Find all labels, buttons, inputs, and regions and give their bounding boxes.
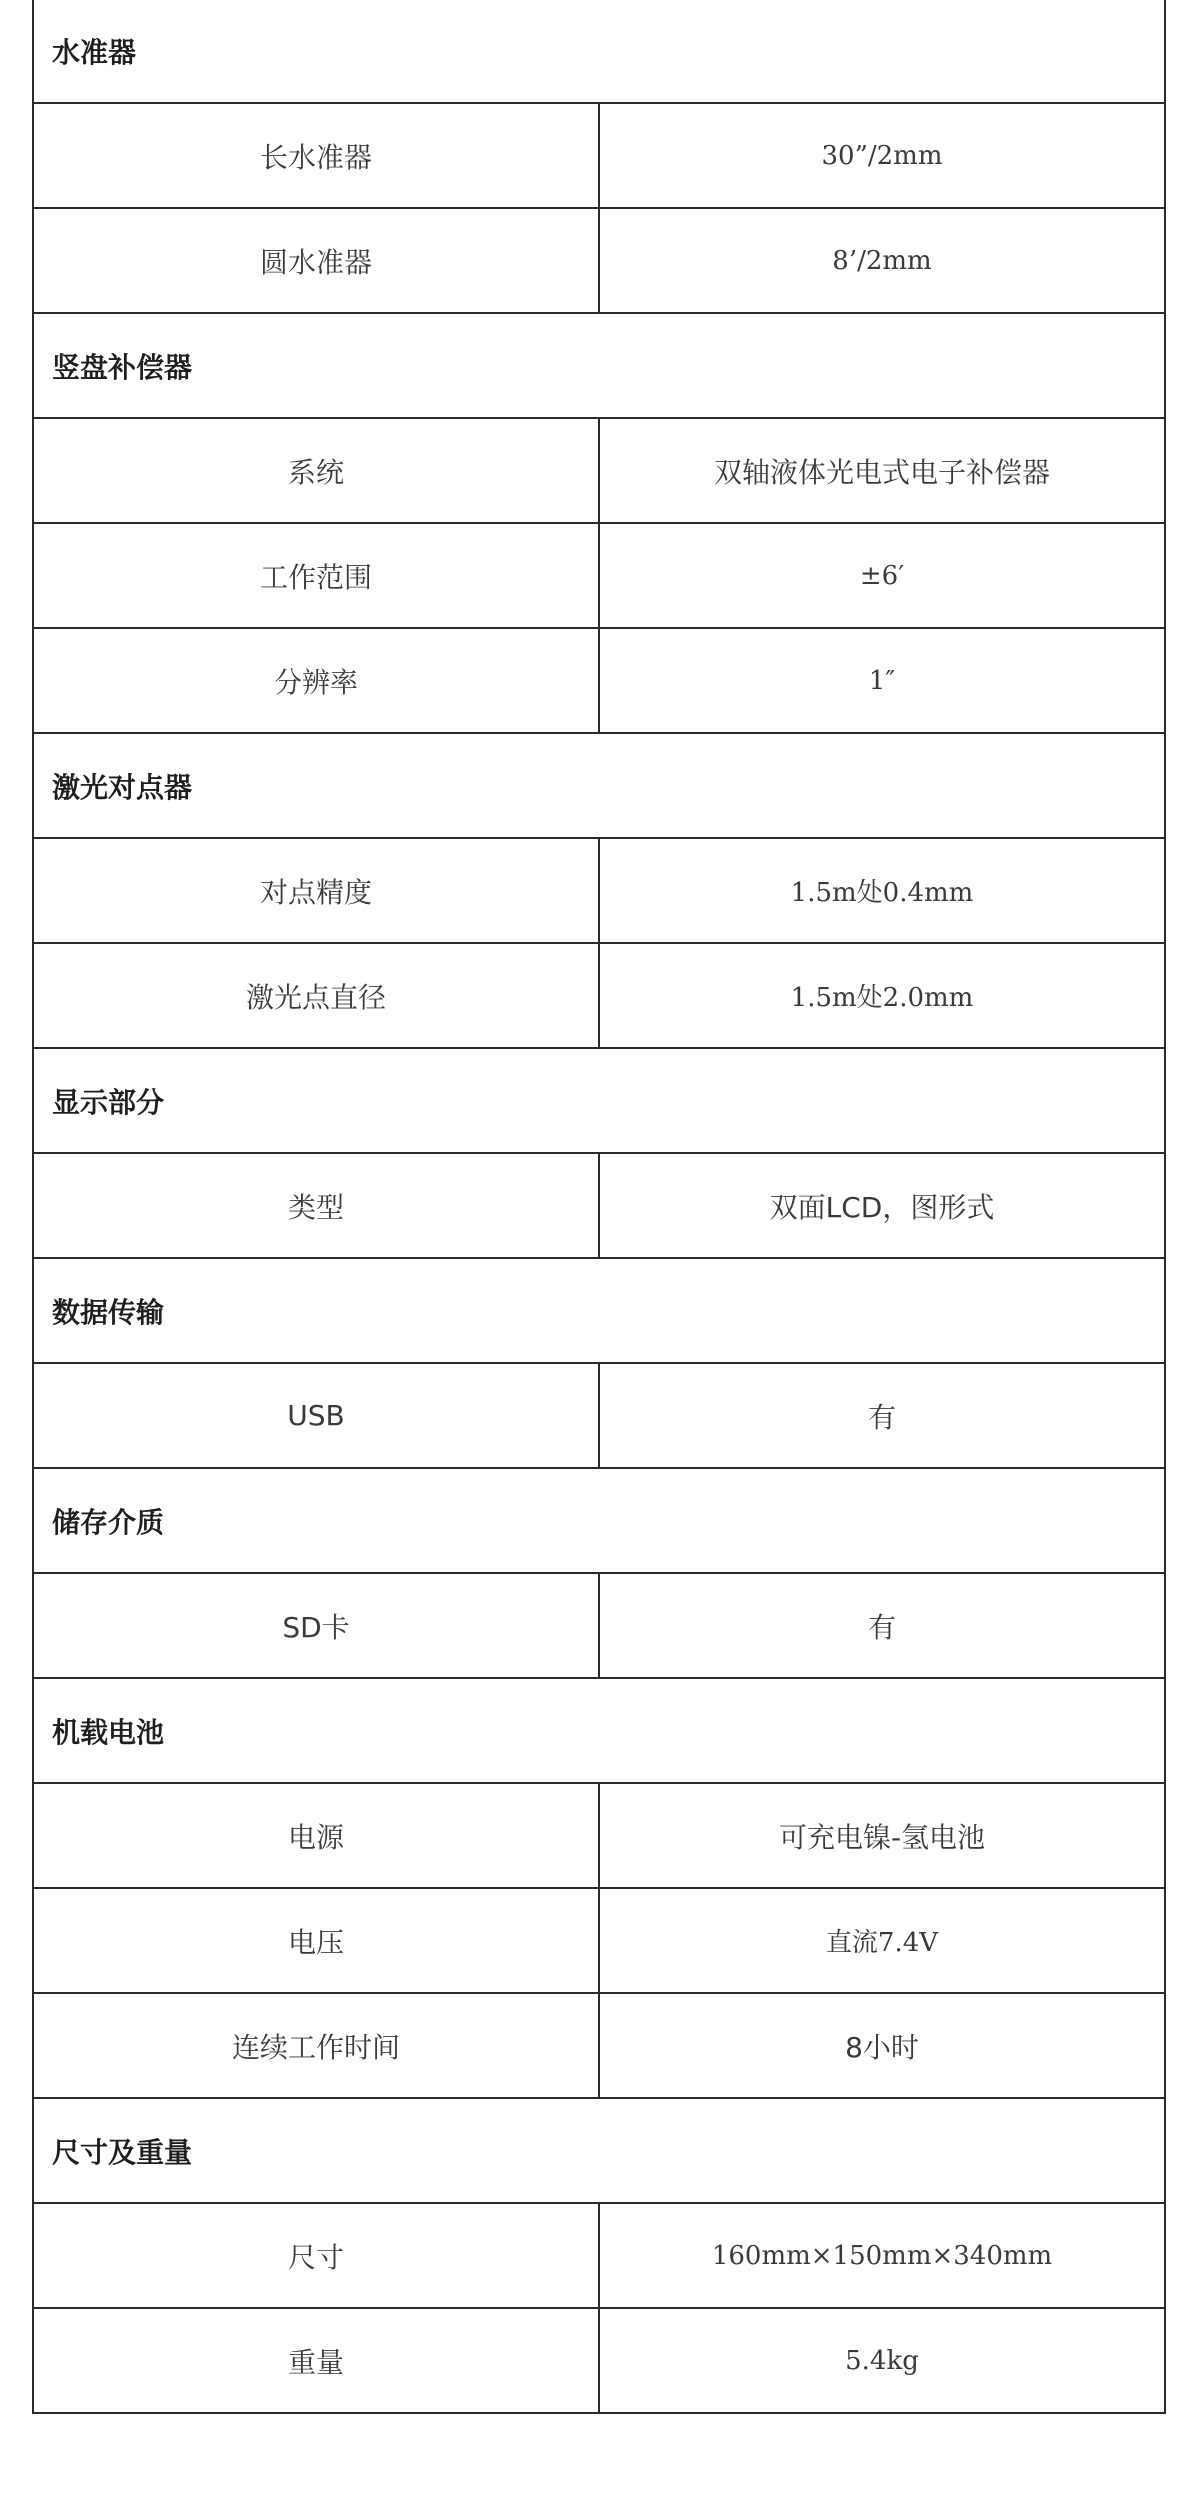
section-header-row <box>33 1468 1165 1573</box>
spec-label: 尺寸 <box>33 2203 599 2308</box>
spec-row <box>33 628 1165 733</box>
spec-value: 1″ <box>599 628 1165 733</box>
spec-value: 有 <box>599 1363 1165 1468</box>
spec-value: 160mm×150mm×340mm <box>599 2203 1165 2308</box>
spec-value: 1.5m处0.4mm <box>599 838 1165 943</box>
spec-value: ±6′ <box>599 523 1165 628</box>
section-header-row <box>33 1258 1165 1363</box>
spec-table <box>32 0 1166 2414</box>
spec-value: 30”/2mm <box>599 103 1165 208</box>
spec-row <box>33 1153 1165 1258</box>
spec-value: 直流7.4V <box>599 1888 1165 1993</box>
spec-table-body <box>33 0 1165 2413</box>
section-header-row <box>33 313 1165 418</box>
section-title: 竖盘补偿器 <box>33 313 1165 418</box>
spec-row <box>33 103 1165 208</box>
spec-value: 双面LCD，图形式 <box>599 1153 1165 1258</box>
spec-row <box>33 1363 1165 1468</box>
spec-value: 8小时 <box>599 1993 1165 2098</box>
spec-row <box>33 1573 1165 1678</box>
section-title: 激光对点器 <box>33 733 1165 838</box>
spec-row <box>33 838 1165 943</box>
section-title: 数据传输 <box>33 1258 1165 1363</box>
section-title: 水准器 <box>33 0 1165 103</box>
spec-label: SD卡 <box>33 1573 599 1678</box>
spec-value: 5.4kg <box>599 2308 1165 2413</box>
spec-row <box>33 2308 1165 2413</box>
spec-row <box>33 2203 1165 2308</box>
spec-label: 系统 <box>33 418 599 523</box>
spec-label: 电压 <box>33 1888 599 1993</box>
section-header-row <box>33 1048 1165 1153</box>
spec-label: 对点精度 <box>33 838 599 943</box>
spec-row <box>33 418 1165 523</box>
spec-row <box>33 208 1165 313</box>
spec-label: 长水准器 <box>33 103 599 208</box>
section-title: 储存介质 <box>33 1468 1165 1573</box>
spec-label: 连续工作时间 <box>33 1993 599 2098</box>
spec-row <box>33 523 1165 628</box>
spec-row <box>33 1993 1165 2098</box>
section-header-row <box>33 0 1165 103</box>
spec-row <box>33 1783 1165 1888</box>
spec-row <box>33 1888 1165 1993</box>
spec-label: 圆水准器 <box>33 208 599 313</box>
section-header-row <box>33 2098 1165 2203</box>
section-title: 尺寸及重量 <box>33 2098 1165 2203</box>
section-header-row <box>33 733 1165 838</box>
spec-value: 可充电镍-氢电池 <box>599 1783 1165 1888</box>
spec-label: 工作范围 <box>33 523 599 628</box>
spec-label: 电源 <box>33 1783 599 1888</box>
spec-label: 激光点直径 <box>33 943 599 1048</box>
spec-value: 8’/2mm <box>599 208 1165 313</box>
spec-value: 有 <box>599 1573 1165 1678</box>
spec-label: 分辨率 <box>33 628 599 733</box>
section-header-row <box>33 1678 1165 1783</box>
spec-label: 重量 <box>33 2308 599 2413</box>
spec-label: 类型 <box>33 1153 599 1258</box>
section-title: 机载电池 <box>33 1678 1165 1783</box>
spec-label: USB <box>33 1363 599 1468</box>
spec-row <box>33 943 1165 1048</box>
spec-value: 双轴液体光电式电子补偿器 <box>599 418 1165 523</box>
spec-value: 1.5m处2.0mm <box>599 943 1165 1048</box>
section-title: 显示部分 <box>33 1048 1165 1153</box>
